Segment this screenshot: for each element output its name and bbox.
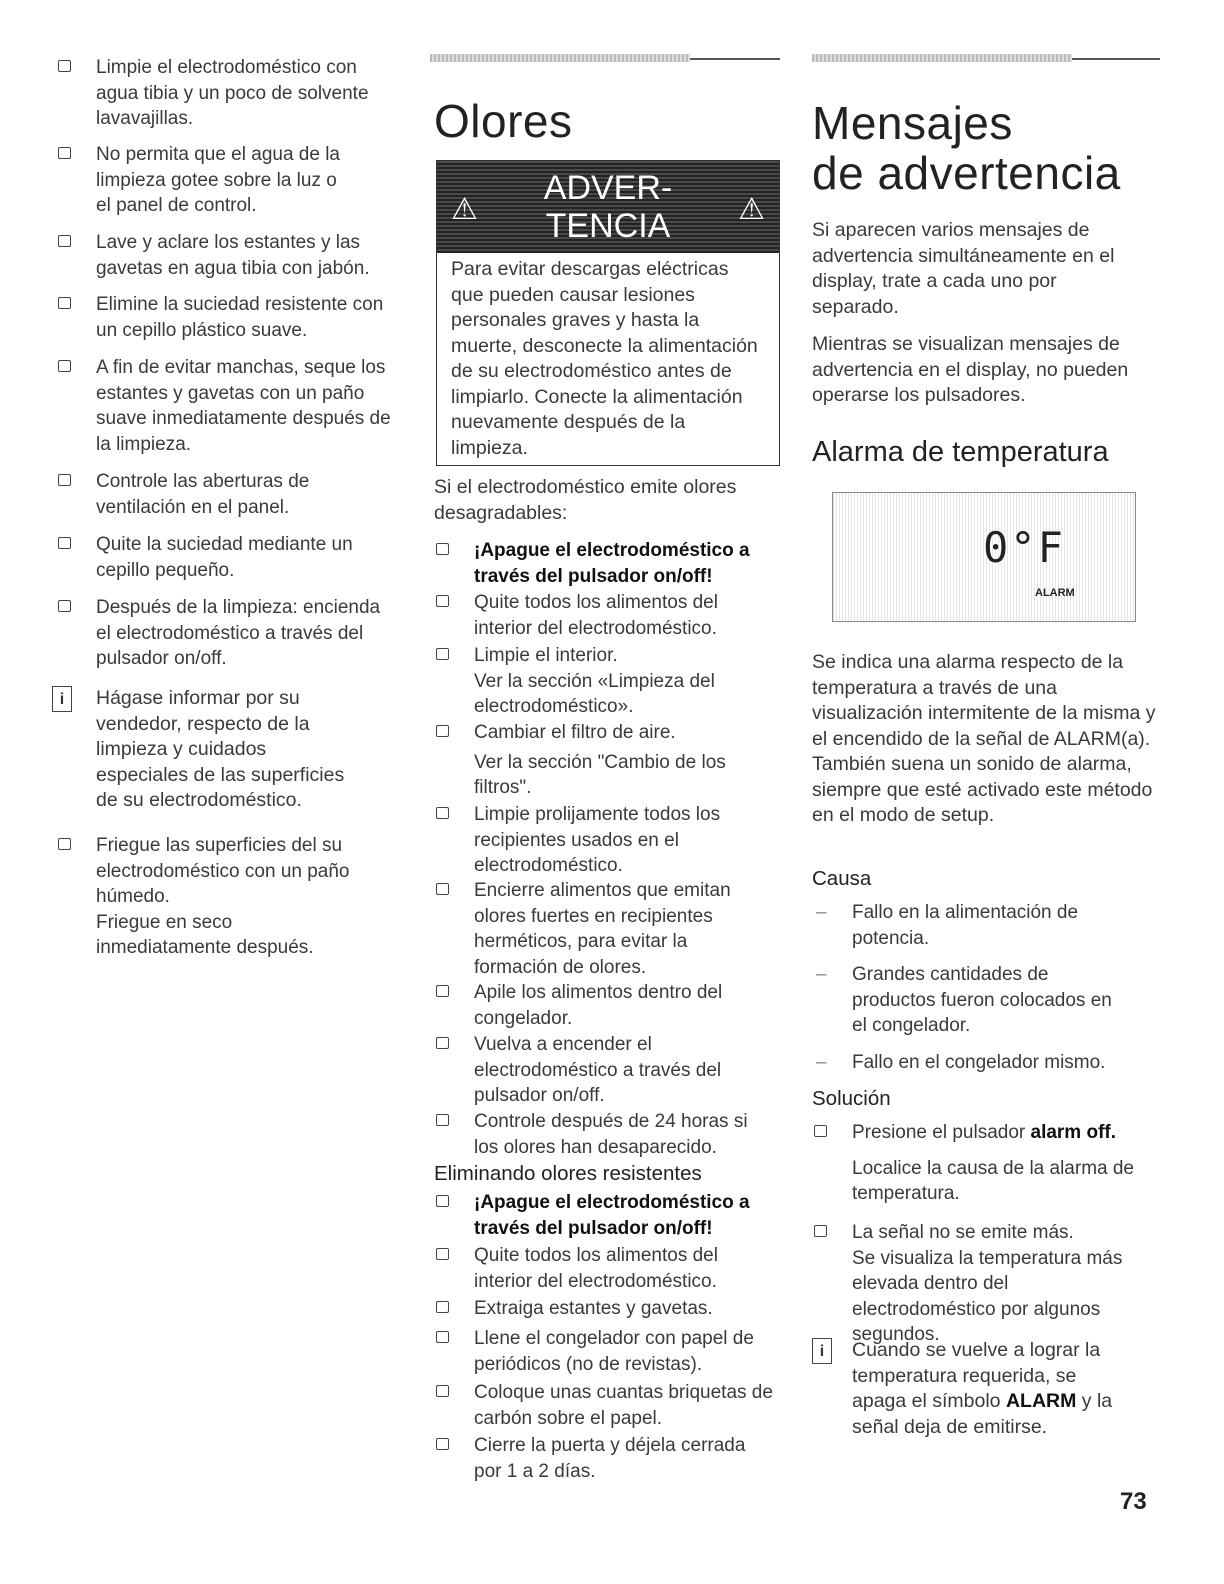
list-item: Llene el congelador con papel de periódicos (no de revistas). — [430, 1326, 764, 1377]
list-item: Quite todos los alimentos del interior del electrodoméstico. — [430, 1243, 764, 1294]
list-item: Encierre alimentos que emitan olores fuertes en recipientes herméticos, para evitar la formación de olores. — [430, 878, 774, 980]
section-rule — [812, 58, 1160, 60]
list-item: – Fallo en la alimentación de potencia. — [816, 902, 1079, 949]
list-item: Limpie el electrodoméstico con agua tibia y un poco de solvente lavavajillas. — [52, 55, 402, 132]
list-item: No permita que el agua de la limpieza gotee sobre la luz o el panel de control. — [52, 142, 356, 219]
warning-box: ⚠ ADVER- TENCIA ⚠ Para evitar descargas eléctricas que pueden causar lesiones personales graves y hasta la muerte, desconecte la alimentación de su electrodoméstico antes de limpiarlo. Conecte la alimentación nuevamente después de la limpieza. — [436, 160, 780, 466]
list-item: Extraiga estantes y gavetas. — [430, 1296, 764, 1322]
warning-icon: ⚠ — [738, 193, 765, 226]
info-icon: i — [52, 686, 72, 712]
list-item: A fin de evitar manchas, seque los estantes y gavetas con un paño suave inmediatamente después de la limpieza. — [52, 355, 396, 457]
list-item: La señal no se emite más. Se visualiza la temperatura más elevada dentro del electrodoméstico por algunos segundos. — [808, 1220, 1152, 1348]
label-solucion: Solución — [812, 1087, 891, 1110]
list-item: Cierre la puerta y déjela cerrada por 1 a 2 días. — [430, 1433, 774, 1484]
warning-icon: ⚠ — [451, 193, 478, 226]
list-item: Quite la suciedad mediante un cepillo pequeño. — [52, 532, 356, 583]
subsection-title: Alarma de temperatura — [812, 436, 1109, 468]
list-item: ¡Apague el electrodoméstico a través del pulsador on/off! — [430, 1190, 774, 1241]
display-value: 0°F — [983, 523, 1065, 572]
list-item: Limpie prolijamente todos los recipientes usados en el electrodoméstico. — [430, 802, 744, 879]
section-title: Mensajes de advertencia — [812, 97, 1121, 199]
list-item: – Fallo en el congelador mismo. — [816, 1052, 1106, 1073]
list-item: ¡Apague el electrodoméstico a través del pulsador on/off! — [430, 538, 774, 589]
list-item: Limpie el interior. Ver la sección «Limpieza del electrodoméstico». — [430, 643, 764, 720]
info-icon: i — [812, 1338, 832, 1364]
info-note: i Hágase informar por su vendedor, respecto de la limpieza y cuidados especiales de las superficies de su electrodoméstico. — [52, 686, 392, 814]
list-item: Apile los alimentos dentro del congelador. — [430, 980, 764, 1031]
list-item: Después de la limpieza: encienda el electrodoméstico a través del pulsador on/off. — [52, 595, 386, 672]
section-rule — [430, 58, 780, 60]
label-causa: Causa — [812, 867, 872, 890]
list-item: Controle después de 24 horas si los olores han desaparecido. — [430, 1109, 774, 1160]
list-item: Vuelva a encender el electrodoméstico a través del pulsador on/off. — [430, 1032, 774, 1109]
list-item: Elimine la suciedad resistente con un cepillo plástico suave. — [52, 292, 386, 343]
temperature-display — [832, 492, 1136, 622]
list-item: Friegue las superficies del su electrodoméstico con un paño húmedo. Friegue en seco inmediatamente después. — [52, 833, 366, 961]
list-item: Cambiar el filtro de aire. Ver la sección "Cambio de los filtros". — [430, 720, 734, 801]
section-title: Olores — [434, 95, 573, 147]
warning-header: ⚠ ADVER- TENCIA ⚠ — [437, 161, 779, 253]
list-item: Controle las aberturas de ventilación en el panel. — [52, 469, 346, 520]
list-item: Coloque unas cuantas briquetas de carbón sobre el papel. — [430, 1380, 774, 1431]
list-item: – Grandes cantidades de productos fueron colocados en el congelador. — [816, 964, 1112, 1036]
list-item: Lave y aclare los estantes y las gavetas en agua tibia con jabón. — [52, 230, 406, 281]
subheading: Eliminando olores resistentes — [434, 1162, 702, 1185]
info-note: i Cuando se vuelve a lograr la temperatura requerida, se apaga el símbolo ALARM y la señal deja de emitirse. — [812, 1338, 1142, 1440]
list-item: Quite todos los alimentos del interior del electrodoméstico. — [430, 590, 764, 641]
list-item: Presione el pulsador alarm off. Localice la causa de la alarma de temperatura. — [808, 1120, 1152, 1207]
display-alarm-label: ALARM — [1035, 587, 1075, 599]
page-number: 73 — [1120, 1488, 1147, 1515]
